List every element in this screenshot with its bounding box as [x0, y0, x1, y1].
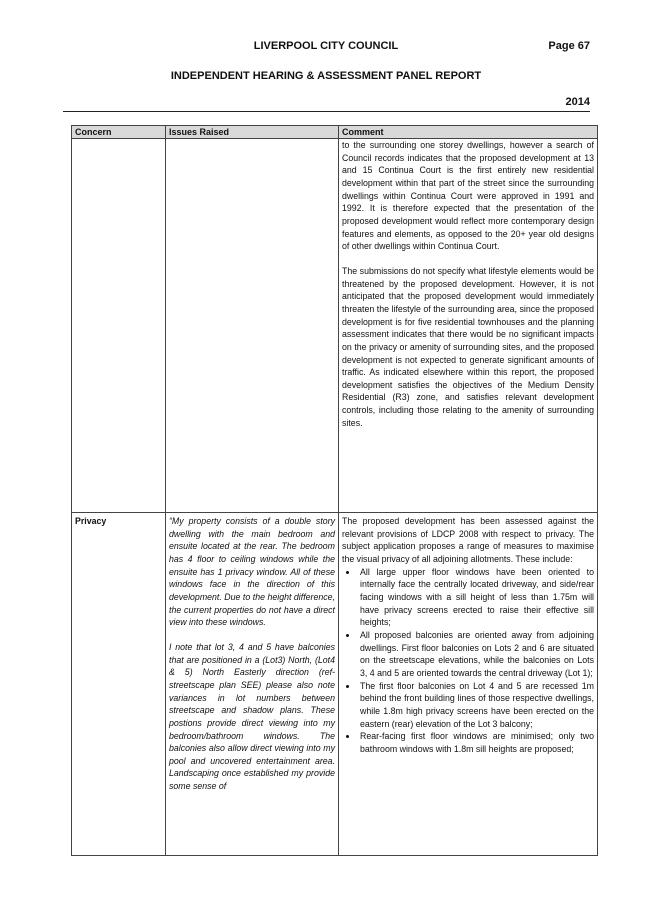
- report-title: INDEPENDENT HEARING & ASSESSMENT PANEL REPORT: [170, 70, 482, 82]
- issues-cell-privacy: [166, 513, 339, 856]
- comment-cell-privacy: [339, 513, 598, 856]
- column-header-comment: Comment: [339, 126, 598, 139]
- table-header-row: [72, 126, 598, 139]
- issues-paragraph: I note that lot 3, 4 and 5 have balconies that are positioned in a (Lot3) North, (Lot4 & 5) North Easterly direction (ref-streetscape plan SEE) please also note variances in lot numbers between streetscape and shadow plans. These postions provide direct viewing into my bedroom/bathroom windows. The balconies also allow direct viewing into my pool and uncovered entertainment area. Landscaping once established my provide some sense of: [169, 641, 335, 792]
- comment-paragraph: The proposed development has been assessed against the relevant provisions of LDCP 2008 with respect to privacy. The subject application proposes a range of measures to maximise the visual privacy of all adjoining allotments. These include:: [342, 516, 594, 564]
- issues-paragraph: “My property consists of a double story dwelling with the main bedroom and ensuite located at the rear. The bedroom has 4 floor to ceiling windows while the ensuite has 1 privacy window. All of these windows face in the direction of this development. Due to the height difference, the current properties do not have a direct view into these windows.: [169, 516, 335, 628]
- header-rule: [63, 111, 590, 112]
- column-header-concern: Concern: [72, 126, 166, 139]
- issues-cell: [166, 139, 339, 513]
- report-year: 2014: [565, 96, 590, 108]
- list-item: • Rear-facing first floor windows are minimised; only two bathroom windows with 1.8m sill heights are proposed;: [358, 730, 594, 755]
- page-number: Page 67: [548, 40, 590, 52]
- privacy-measures-list: [342, 566, 594, 756]
- list-item: • All large upper floor windows have been oriented to internally face the centrally located driveway, and side/rear facing windows with a sill height of less than 1.75m will have privacy screens erected to raise their effective sill heights;: [358, 566, 594, 629]
- comment-paragraph: The submissions do not specify what lifestyle elements would be threatened by the proposed development. However, it is not anticipated that the proposed development would immediately threaten the lifestyle of the surrounding area, since the proposed development is for five residential townhouses and the planning assessment indicates that there would be no significant impacts on the privacy or amenity of surrounding sites, and the proposed development is not expected to generate significant amounts of traffic. As indicated elsewhere within this report, the proposed development satisfies the objectives of the Medium Density Residential (R3) zone, and satisfies relevant development controls, including those relating to the amenity of surrounding sites.: [342, 265, 594, 428]
- concern-cell-privacy: Privacy: [72, 513, 166, 856]
- submissions-table: [71, 125, 598, 856]
- comment-cell: [339, 139, 598, 513]
- list-item: • All proposed balconies are oriented away from adjoining dwellings. First floor balconies on Lots 2 and 6 are situated on the streetscape elevations, while the balconies on Lots 3, 4 and 5 are oriented towards the central driveway (Lot 1);: [358, 629, 594, 680]
- table-row: [72, 139, 598, 513]
- list-item: • The first floor balconies on Lot 4 and 5 are recessed 1m behind the front building lines of those respective dwellings, while 1.8m high privacy screens have been erected on the eastern (rear) elevation of the Lot 3 balcony;: [358, 680, 594, 731]
- concern-cell: [72, 139, 166, 513]
- council-name: LIVERPOOL CITY COUNCIL: [253, 40, 399, 52]
- table-row: [72, 513, 598, 856]
- comment-paragraph: to the surrounding one storey dwellings, however a search of Council records indicates that the proposed development at 13 and 15 Continua Court is the first entirely new residential development within that part of the street since the surrounding dwellings within Continua Court were approved in 1991 and 1992. It is therefore expected that the presentation of the proposed development would reflect more contemporary design features and elements, as opposed to the 20+ year old designs of other dwellings within Continua Court.: [342, 140, 594, 252]
- column-header-issues: Issues Raised: [166, 126, 339, 139]
